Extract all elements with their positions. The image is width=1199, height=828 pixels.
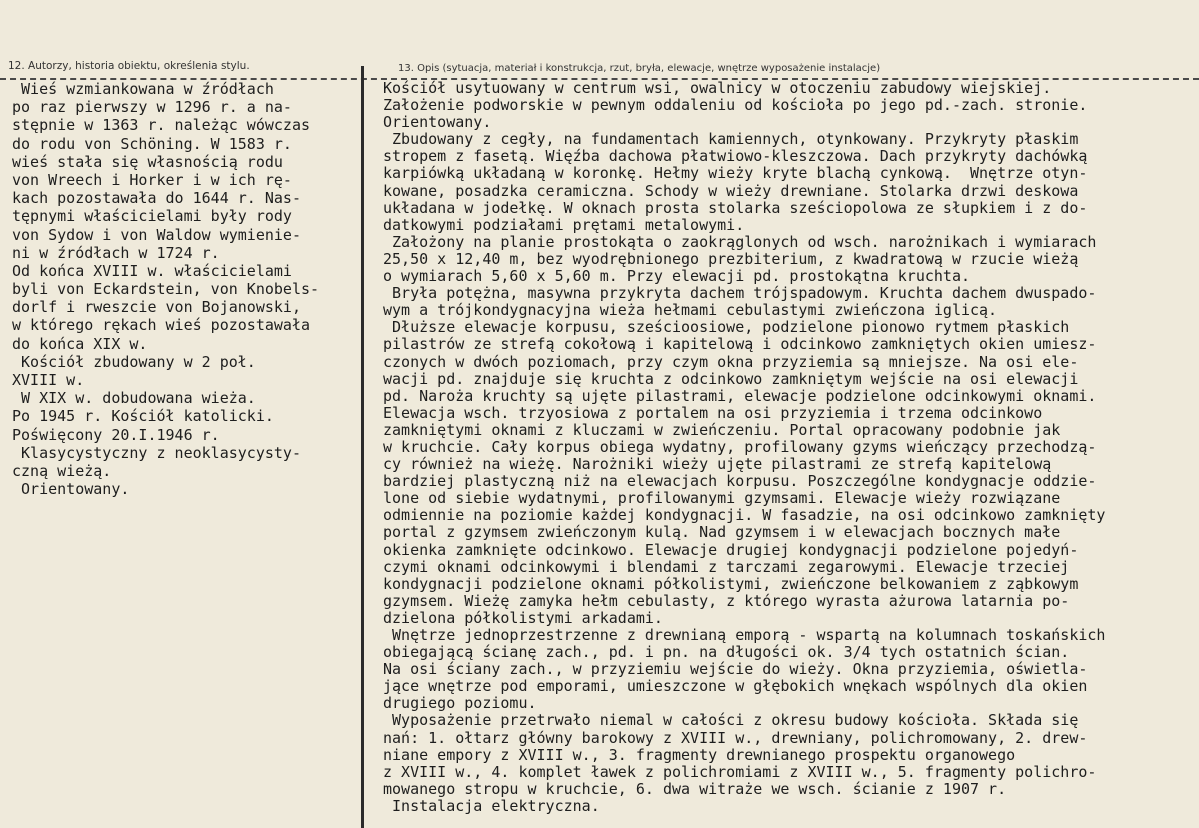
description-text-line: w kruchcie. Cały korpus obiega wydatny, profilowany gzyms wieńczący przechodzą- (383, 437, 1097, 456)
history-text-line: von Wreech i Horker i w ich rę- (12, 170, 292, 189)
description-text-line: portal z gzymsem zwieńczonym kulą. Nad gzymsem i w elewacjach bocznych małe (383, 523, 1061, 542)
description-text-line: Wyposażenie przetrwało niemal w całości z okresu budowy kościoła. Składa się (383, 711, 1079, 730)
history-text-line: Kościół zbudowany w 2 poł. (12, 352, 256, 371)
history-text-line: wieś stała się własnością rodu (12, 152, 283, 171)
description-text-line: lone od siebie wydatnymi, profilowanymi gzymsami. Elewacje wieży rozwiązane (383, 489, 1061, 508)
history-text-line: byli von Eckardstein, von Knobels- (12, 280, 320, 299)
description-text-line: bardziej plastyczną niż na elewacjach korpusu. Poszczególne kondygnacje oddzie- (383, 472, 1097, 491)
description-text-line: mowanego stropu w kruchcie, 6. dwa witraże we wsch. ścianie z 1907 r. (383, 779, 1007, 798)
history-text-line: von Sydow i von Waldow wymienie- (12, 225, 301, 244)
description-text-line: wacji pd. znajduje się kruchta z odcinkowo zamkniętym wejście na osi elewacji (383, 369, 1079, 388)
description-text-line: układana w jodełkę. W oknach prosta stolarka sześciopolowa ze słupkiem i z do- (383, 198, 1088, 217)
description-text-line: z XVIII w., 4. komplet ławek z polichromiami z XVIII w., 5. fragmenty polichro- (383, 762, 1097, 781)
description-text-line: Na osi ściany zach., w przyziemiu wejście do wieży. Okna przyziemia, oświetla- (383, 660, 1088, 679)
section-13-header: 13. Opis (sytuacja, materiał i konstrukcja, rzut, bryła, elewacje, wnętrze wyposażenie instalacje) (398, 63, 881, 74)
history-text-line: dorlf i rweszcie von Bojanowski, (12, 298, 301, 317)
history-text-line: w którego rękach wieś pozostawała (12, 316, 311, 335)
history-text-line: Wieś wzmiankowana w źródłach (12, 80, 274, 98)
description-text-line: drugiego poziomu. (383, 694, 537, 713)
description-text-line: czonych w dwóch poziomach, przy czym okna przyziemia są mniejsze. Na osi ele- (383, 352, 1079, 371)
history-text-line: XVIII w. (12, 371, 85, 389)
description-text-line: Wnętrze jednoprzestrzenne z drewnianą emporą - wspartą na kolumnach toskańskich (383, 626, 1106, 644)
history-text-line: Po 1945 r. Kościół katolicki. (12, 407, 274, 426)
description-text-line: karpiówką układaną w koronkę. Hełmy wieży kryte blachą cynkową. Wnętrze otyn- (383, 164, 1088, 183)
description-text-line: Zbudowany z cegły, na fundamentach kamiennych, otynkowany. Przykryty płaskim (383, 130, 1079, 149)
description-text-line: wym a trójkondygnacyjna wieża hełmami cebulastymi zwieńczona iglicą. (383, 301, 998, 320)
history-text-line: kach pozostawała do 1644 r. Nas- (12, 189, 301, 208)
description-text-line: obiegającą ścianę zach., pd. i pn. na długości ok. 3/4 tych ostatnich ścian. (383, 643, 1070, 662)
description-text-line: o wymiarach 5,60 x 5,60 m. Przy elewacji pd. prostokątna kruchta. (383, 267, 970, 286)
history-text-line: ni w źródłach w 1724 r. (12, 243, 220, 262)
description-text-line: czymi oknami odcinkowymi i blendami z tarczami zegarowymi. Elewacje trzeciej (383, 557, 1070, 576)
history-text-line: tępnymi właścicielami były rody (12, 207, 292, 226)
description-text-line: nań: 1. ołtarz główny barokowy z XVIII w., drewniany, polichromowany, 2. drew- (383, 728, 1088, 747)
description-text-line: 25,50 x 12,40 m, bez wyodrębnionego prezbiterium, z kwadratową w rzucie wieżą (383, 249, 1079, 268)
description-text-line: kowane, posadzka ceramiczna. Schody w wieży drewniane. Stolarka drzwi deskowa (383, 181, 1079, 200)
history-text-line: Poświęcony 20.I.1946 r. (12, 425, 220, 444)
history-text-line: do rodu von Schöning. W 1583 r. (12, 134, 292, 153)
description-text-line: Dłuższe elewacje korpusu, sześcioosiowe, podzielone pionowo rytmem płaskich (383, 318, 1070, 337)
history-text-line: stępnie w 1363 r. należąc wówczas (12, 116, 311, 135)
description-column (383, 80, 1193, 815)
history-column (12, 80, 357, 498)
description-text-line: pilastrów ze strefą cokołową i kapitelową i odcinkowo zamkniętych okien umiesz- (383, 335, 1097, 354)
description-text-line: odmiennie na poziomie każdej kondygnacji. W fasadzie, na osi odcinkowo zamknięty (383, 506, 1106, 525)
description-text-line: okienka zamknięte odcinkowo. Elewacje drugiej kondygnacji podzielone pojedyń- (383, 540, 1079, 559)
history-text-line: czną wieżą. (12, 461, 112, 480)
description-text-line: pd. Naroża kruchty są ujęte pilastrami, elewacje podzielone odcinkowymi oknami. (383, 386, 1097, 405)
description-text-line: stropem z fasetą. Więźba dachowa płatwiowo-kleszczowa. Dach przykryty dachówką (383, 147, 1088, 166)
description-text-line: Kościół usytuowany w centrum wsi, owalnicy w otoczeniu zabudowy wiejskiej. (383, 80, 1052, 97)
history-text-line: do końca XIX w. (12, 334, 148, 353)
description-text-line: kondygnacji podzielone oknami półkolistymi, zwieńczone belkowaniem z ząbkowym (383, 574, 1079, 593)
description-text-line: cy również na wieżę. Narożniki wieży ujęte pilastrami ze strefą kapitelową (383, 455, 1052, 474)
description-text-line: Założenie podworskie w pewnym oddaleniu od kościoła po jego pd.-zach. stronie. (383, 96, 1088, 115)
description-text-line: Elewacja wsch. trzyosiowa z portalem na osi przyziemia i trzema odcinkowo (383, 403, 1043, 422)
description-text-line: Założony na planie prostokąta o zaokrąglonych od wsch. narożnikach i wymiarach (383, 232, 1097, 251)
column-divider (361, 66, 364, 828)
history-text-line: W XIX w. dobudowana wieża. (12, 389, 256, 408)
description-text-line: gzymsem. Wieżę zamyka hełm cebulasty, z którego wyrasta ażurowa latarnia po- (383, 591, 1070, 610)
description-text-line: datkowymi podziałami prętami metalowymi. (383, 215, 745, 234)
description-text-line: dzielona półkolistymi arkadami. (383, 608, 663, 627)
history-text-line: Od końca XVIII w. właścicielami (12, 261, 292, 280)
description-text-line: Orientowany. (383, 113, 492, 132)
history-text-line: Klasycystyczny z neoklasycysty- (12, 443, 301, 462)
description-text-line: niane empory z XVIII w., 3. fragmenty drewnianego prospektu organowego (383, 745, 1016, 764)
history-text-line: po raz pierwszy w 1296 r. a na- (12, 98, 292, 117)
description-text-line: Bryła potężna, masywna przykryta dachem trójspadowym. Kruchta dachem dwuspado- (383, 284, 1097, 303)
description-text-line: Instalacja elektryczna. (383, 796, 600, 815)
description-text-line: jące wnętrze pod emporami, umieszczone w głębokich wnękach wspólnych dla okien (383, 677, 1088, 696)
history-text-line: Orientowany. (12, 480, 130, 499)
description-text-line: zamkniętymi oknami z kluczami w zwieńczeniu. Portal opracowany podobnie jak (383, 420, 1061, 439)
section-12-header: 12. Autorzy, historia obiektu, określenia stylu. (8, 60, 250, 72)
